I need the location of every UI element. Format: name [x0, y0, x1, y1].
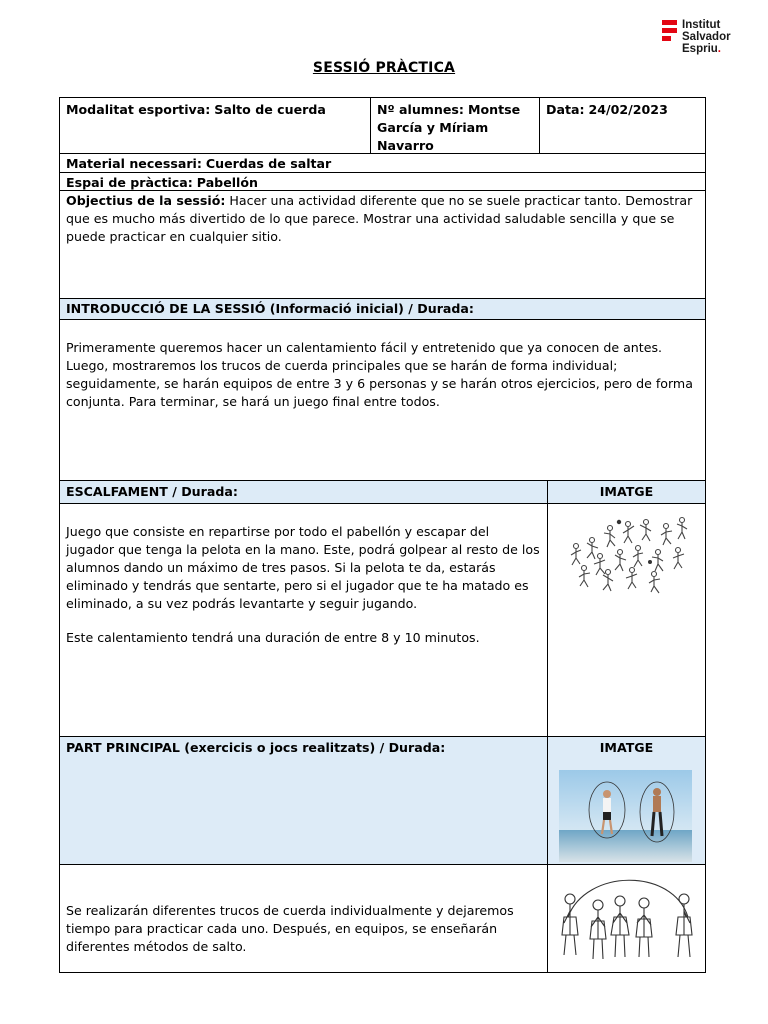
escalfament-imatge-label: IMATGE	[599, 484, 654, 499]
rope-jumpers-photo	[559, 770, 692, 862]
part-principal-text: Se realizarán diferentes trucos de cuerda individualmente y dejaremos tiempo para practicar cada uno. Después, en equipos, se enseñarán diferentes métodos de salto.	[66, 903, 514, 954]
data-label: Data:	[546, 102, 585, 117]
alumnes-value: Montse García y Míriam Navarro	[377, 102, 521, 153]
part-principal-image-cell-2	[547, 864, 706, 973]
material-label: Material necessari:	[66, 156, 202, 171]
escalfament-heading-cell	[59, 480, 548, 504]
logo-line-1: Institut	[682, 19, 721, 31]
page-title: SESSIÓ PRÀCTICA	[312, 60, 456, 76]
part-principal-heading: PART PRINCIPAL (exercicis o jocs realitzats) / Durada:	[66, 740, 446, 755]
logo-mark-icon	[662, 20, 677, 44]
data-value: 24/02/2023	[588, 102, 668, 117]
modalitat-cell	[59, 97, 371, 154]
part-principal-heading-cell	[59, 736, 548, 865]
espai-cell	[59, 172, 706, 191]
introduccio-heading: INTRODUCCIÓ DE LA SESSIÓ (Informació inicial) / Durada:	[66, 301, 474, 316]
material-cell	[59, 153, 706, 173]
alumnes-cell	[370, 97, 540, 154]
espai-label: Espai de pràctica:	[66, 175, 193, 190]
alumnes-label: Nº alumnes:	[377, 102, 464, 117]
institut-logo	[662, 19, 752, 59]
part-principal-text-cell	[59, 864, 548, 973]
escalfament-text-2: Este calentamiento tendrá una duración de entre 8 y 10 minutos.	[66, 630, 480, 645]
modalitat-label: Modalitat esportiva:	[66, 102, 211, 117]
introduccio-text: Primeramente queremos hacer un calentamiento fácil y entretenido que ya conocen de antes. Luego, mostraremos los trucos de cuerda principales que se harán de forma individual; seguidamente, se harán equipos de entre 3 y 6 personas y se harán otros ejercicios, pero de forma conjunta. Para terminar, se hará un juego final entre todos.	[66, 340, 693, 409]
logo-line-2: Salvador	[682, 31, 731, 43]
data-cell	[539, 97, 706, 154]
objectius-cell	[59, 190, 706, 299]
escalfament-image-cell	[547, 503, 706, 737]
part-principal-imatge-label: IMATGE	[599, 740, 654, 755]
modalitat-value: Salto de cuerda	[214, 102, 326, 117]
logo-line-3: Espriu	[682, 43, 718, 55]
objectius-label: Objectius de la sessió:	[66, 193, 226, 208]
espai-value: Pabellón	[196, 175, 258, 190]
escalfament-heading: ESCALFAMENT / Durada:	[66, 484, 238, 499]
logo-text	[682, 19, 731, 55]
material-value: Cuerdas de saltar	[205, 156, 332, 171]
introduccio-heading-cell	[59, 298, 706, 320]
dodgeball-players-illustration	[570, 516, 692, 594]
escalfament-text-cell	[59, 503, 548, 737]
children-skipping-rope-illustration	[556, 871, 700, 968]
escalfament-imatge-label-cell	[547, 480, 706, 504]
part-principal-image-cell	[547, 736, 706, 865]
logo-dot: .	[717, 43, 721, 55]
objectius-value: Hacer una actividad diferente que no se suele practicar tanto. Demostrar que es mucho más divertido de lo que parece. Mostrar una actividad saludable sencilla y que se puede practicar en cualquier sitio.	[66, 193, 693, 244]
introduccio-text-cell	[59, 319, 706, 481]
escalfament-text-1: Juego que consiste en repartirse por todo el pabellón y escapar del jugador que tenga la pelota en la mano. Este, podrá golpear al resto de los alumnos dando un máximo de tres pasos. Si la pelota te da, estarás eliminado y tendrás que sentarte, pero si el jugador que te ha matado es eliminado, a su vez podrás levantarte y seguir jugando.	[66, 524, 540, 611]
